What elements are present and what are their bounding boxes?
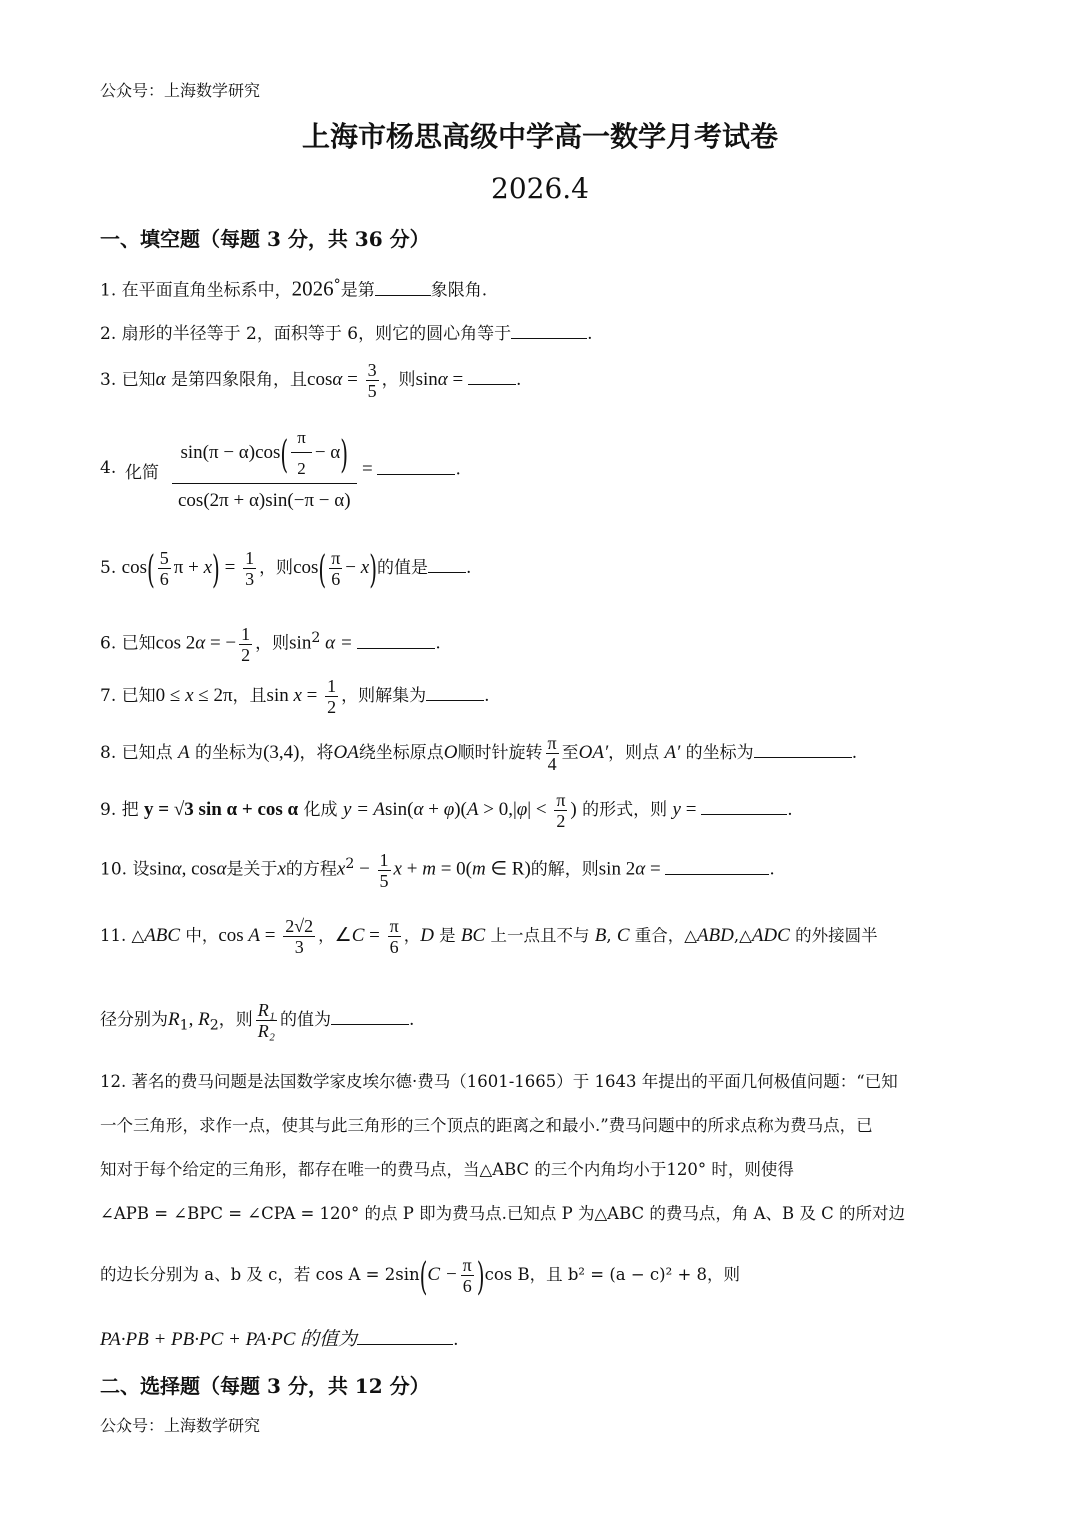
answer-blank[interactable] xyxy=(426,682,484,701)
question-9: 9. 把 y = √3 sin α + cos α 化成 y = Asin(α + φ)(A > 0,|φ| < $\frac{\pi}{2}$ ) 的形式，则 y = . xyxy=(100,790,793,831)
question-3: 3. 已知α 是第四象限角，且cosα = $\frac{3}{5}$ ，则sinα = . xyxy=(100,360,522,401)
exam-title: 上海市杨思高级中学高一数学月考试卷 xyxy=(301,120,778,153)
answer-blank[interactable] xyxy=(375,277,431,296)
question-12-line4: ∠APB = ∠BPC = ∠CPA = 120° 的点 P 即为费马点.已知点 P 为△ABC 的费马点，角 A、B 及 C 的所对边 xyxy=(100,1204,906,1223)
fraction: $\frac{3}{5}$ xyxy=(367,360,377,401)
question-12-line3: 知对于每个给定的三角形，都存在唯一的费马点，当△ABC 的三个内角均小于120° 时，则使得 xyxy=(100,1160,794,1179)
question-12-line5: 的边长分别为 a、b 及 c，若 cos A = 2sin(C − $\frac{\pi}{6}$ )cos B，且 b² = (a − c)² + 8，则 xyxy=(100,1252,741,1299)
simplify-fraction: sin(π − α)cos( $\frac{\pi}{2}$ − α) cos(2π + α)sin(−π − α) xyxy=(172,428,357,512)
question-10: 10. 设sinα, cosα是关于x的方程$x^2$ − $\frac{1}{5}$ x + m = 0(m ∈ R)的解，则sin 2α = . xyxy=(100,849,775,891)
section-choice-heading: 二、选择题（每题 3 分，共 12 分） xyxy=(100,1374,430,1398)
question-12-line6: PA·PB + PB·PC + PA·PC 的值为 . xyxy=(100,1322,985,1358)
answer-blank[interactable] xyxy=(665,856,769,875)
exam-date: 2026.4 xyxy=(491,172,589,205)
answer-blank[interactable] xyxy=(701,796,787,815)
footer-watermark: 公众号：上海数学研究 xyxy=(100,1416,261,1435)
section-fill-in-heading: 一、填空题（每题 3 分，共 36 分） xyxy=(100,227,430,251)
answer-blank[interactable] xyxy=(468,366,516,385)
answer-blank[interactable] xyxy=(511,320,587,339)
question-12-line2: 一个三角形，求作一点，使其与此三角形的三个顶点的距离之和最小.”费马问题中的所求点称为费马点，已 xyxy=(100,1116,873,1135)
question-5: 5. cos( $\frac{5}{6}$ π + x) = $\frac{1}{3}$ ，则cos( $\frac{\pi}{6}$ − x)的值是 . xyxy=(100,545,472,592)
question-12-line1: 12. 著名的费马问题是法国数学家皮埃尔德·费马（1601-1665）于 1643 年提出的平面几何极值问题：“已知 xyxy=(100,1072,898,1091)
question-11-line2: 径分别为$R_1$, $R_2$，则 $\frac{\text{R₁}}{\text{R₂}}$ 的值为 . xyxy=(100,1000,415,1041)
answer-blank[interactable] xyxy=(428,554,466,573)
answer-blank[interactable] xyxy=(377,456,455,475)
question-2: 2. 扇形的半径等于 2，面积等于 6，则它的圆心角等于 . xyxy=(100,316,985,352)
exam-page: 公众号：上海数学研究 上海市杨思高级中学高一数学月考试卷 2026.4 一、填空题（每题 3 分，共 36 分） 1. 在平面直角坐标系中，2026°是第 象限角. 2. 扇形的半径等于 2，面积等于 6，则它的圆心角等于 . 3. 已知α 是第四象限角，且cosα = $\frac{3}{5}$ ，则sinα = . 4. 化简 sin(π − α)cos( $\frac{\pi}{2}$ − α) cos(2π + α)sin(−π − α) = . 5. cos( $\frac{5}{6}$ π + x) = $\frac{1}{3}$ ，则cos( $\frac{\pi}{6}$ − x)的值是 . 6. 已知cos 2α = − $\frac{1}{2}$ ，则$\sin^2 \alpha$ = . 7. 已知0 ≤ x ≤ 2π，且sin x = $\frac{1}{2}$ ，则解集为 . 8. 已知点 A 的坐标为(3,4)，将OA绕坐标原点O顺时针旋转 $\frac{\pi}{4}$ 至OA′，则点 A′ 的坐标为 . 9. 把 y = √3 sin α + cos α 化成 y = Asin(α + φ)(A > 0,|φ| < $\frac{\pi}{2}$ ) 的形式，则 y = . 10. 设sinα, cosα是关于x的方程$x^2$ − $\frac{1}{5}$ x + m = 0(m ∈ R)的解，则sin 2α = . 11. △ABC 中，cos A = $\frac{2√2}{3}$ ，∠C = $\frac{\pi}{6}$ ，D 是 BC 上一点且不与 B, C 重合，△ABD,△ADC 的外接圆半 径分别为$R_1$, $R_2$，则 $\frac{\text{R₁}}{\text{R₂}}$ 的值为 . 12. 著名的费马问题是法国数学家皮埃尔德·费马（1601-1665）于 1643 年提出的平面几何极值问题：“已知 一个三角形，求作一点，使其与此三角形的三个顶点的距离之和最小.”费马问题中的所求点称为费马点，已 知对于每个给定的三角形，都存在唯一的费马点，当△ABC 的三个内角均小于120° 时，则使得 ∠APB = ∠BPC = ∠CPA = 120° 的点 P 即为费马点.已知点 P 为△ABC 的费马点，角 A、B 及 C 的所对边 的边长分别为 a、b 及 c，若 cos A = 2sin(C − $\frac{\pi}{6}$ )cos B，且 b² = (a − c)² + 8，则 PA·PB + PB·PC + PA·PC 的值为 . 二、选择题（每题 3 分，共 12 分） 公众号：上海数学研究 xyxy=(0,0,1080,1527)
question-11: 11. △ABC 中，cos A = $\frac{2√2}{3}$ ，∠C = $\frac{\pi}{6}$ ，D 是 BC 上一点且不与 B, C 重合，△ABD,△ADC 的外接圆半 xyxy=(100,916,878,957)
question-8: 8. 已知点 A 的坐标为(3,4)，将OA绕坐标原点O顺时针旋转 $\frac{\pi}{4}$ 至OA′，则点 A′ 的坐标为 . xyxy=(100,733,858,774)
question-1: 1. 在平面直角坐标系中，2026°是第 象限角. xyxy=(100,276,488,301)
question-6: 6. 已知cos 2α = − $\frac{1}{2}$ ，则$\sin^2 \alpha$ = . xyxy=(100,623,441,665)
answer-blank[interactable] xyxy=(357,1326,453,1345)
answer-blank[interactable] xyxy=(331,1006,409,1025)
answer-blank[interactable] xyxy=(754,739,852,758)
header-watermark: 公众号：上海数学研究 xyxy=(100,81,261,100)
question-7: 7. 已知0 ≤ x ≤ 2π，且sin x = $\frac{1}{2}$ ，则解集为 . xyxy=(100,676,490,717)
answer-blank[interactable] xyxy=(357,630,435,649)
